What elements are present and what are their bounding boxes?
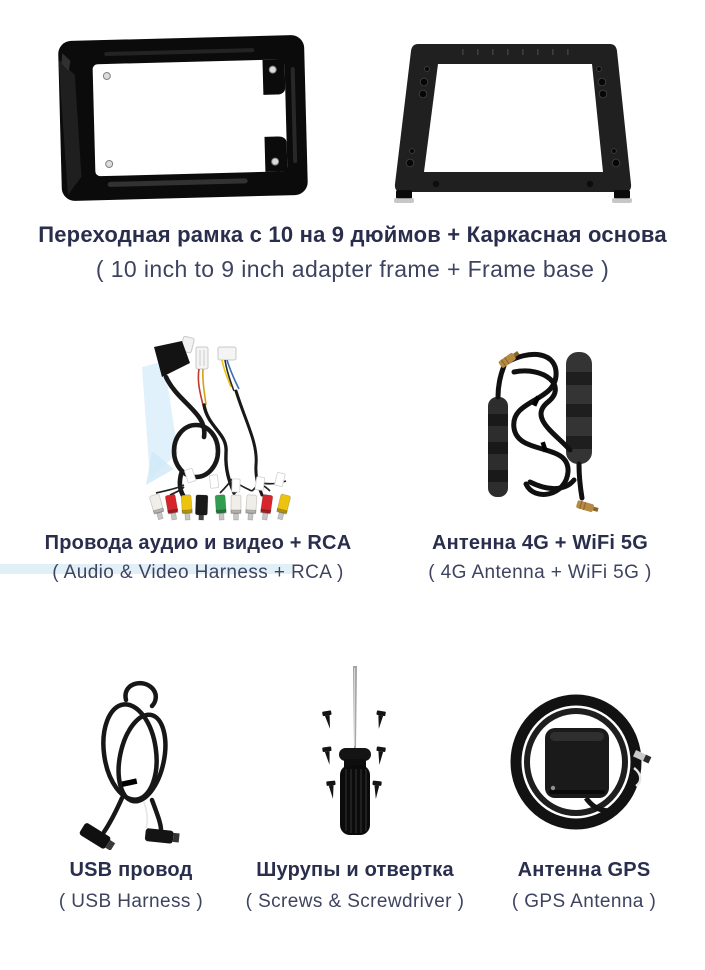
screws-title-en: ( Screws & Screwdriver ) (245, 891, 465, 912)
frame-base-icon (374, 36, 652, 206)
frames-title-ru: Переходная рамка с 10 на 9 дюймов + Каркасная основа (38, 222, 667, 247)
antenna-4g-wifi-image (470, 342, 602, 517)
av-harness-image (138, 333, 318, 523)
av-harness-icon (138, 333, 318, 523)
gps-title-en: ( GPS Antenna ) (511, 891, 657, 912)
usb-harness-icon (78, 670, 186, 850)
frame-base-image (374, 36, 652, 206)
av-harness-title-en: ( Audio & Video Harness + RCA ) (52, 562, 344, 583)
screws-screwdriver-image (313, 664, 397, 840)
usb-harness-image (78, 670, 186, 850)
usb-title-ru: USB провод (69, 859, 193, 881)
antenna-4g-wifi-icon (470, 342, 602, 517)
gps-title-ru: Антенна GPS (517, 859, 651, 881)
antenna-4g-title-en: ( 4G Antenna + WiFi 5G ) (428, 562, 652, 583)
screws-title-ru: Шурупы и отвертка (256, 859, 454, 881)
adapter-frame-image (46, 28, 320, 210)
frames-title-en: ( 10 inch to 9 inch adapter frame + Frame base ) (95, 256, 610, 282)
av-harness-title-ru: Провода аудио и видео + RCA (44, 532, 352, 554)
usb-connector-icon (145, 828, 180, 844)
gps-antenna-image (500, 684, 658, 839)
usb-title-en: ( USB Harness ) (58, 891, 204, 912)
usb-connector-icon (79, 822, 117, 850)
adapter-frame-icon (46, 28, 320, 210)
antenna-4g-title-ru: Антенна 4G + WiFi 5G (431, 532, 649, 554)
sma-connector-icon (576, 500, 599, 514)
screwdriver-icon (313, 664, 397, 840)
gps-antenna-icon (500, 684, 658, 839)
